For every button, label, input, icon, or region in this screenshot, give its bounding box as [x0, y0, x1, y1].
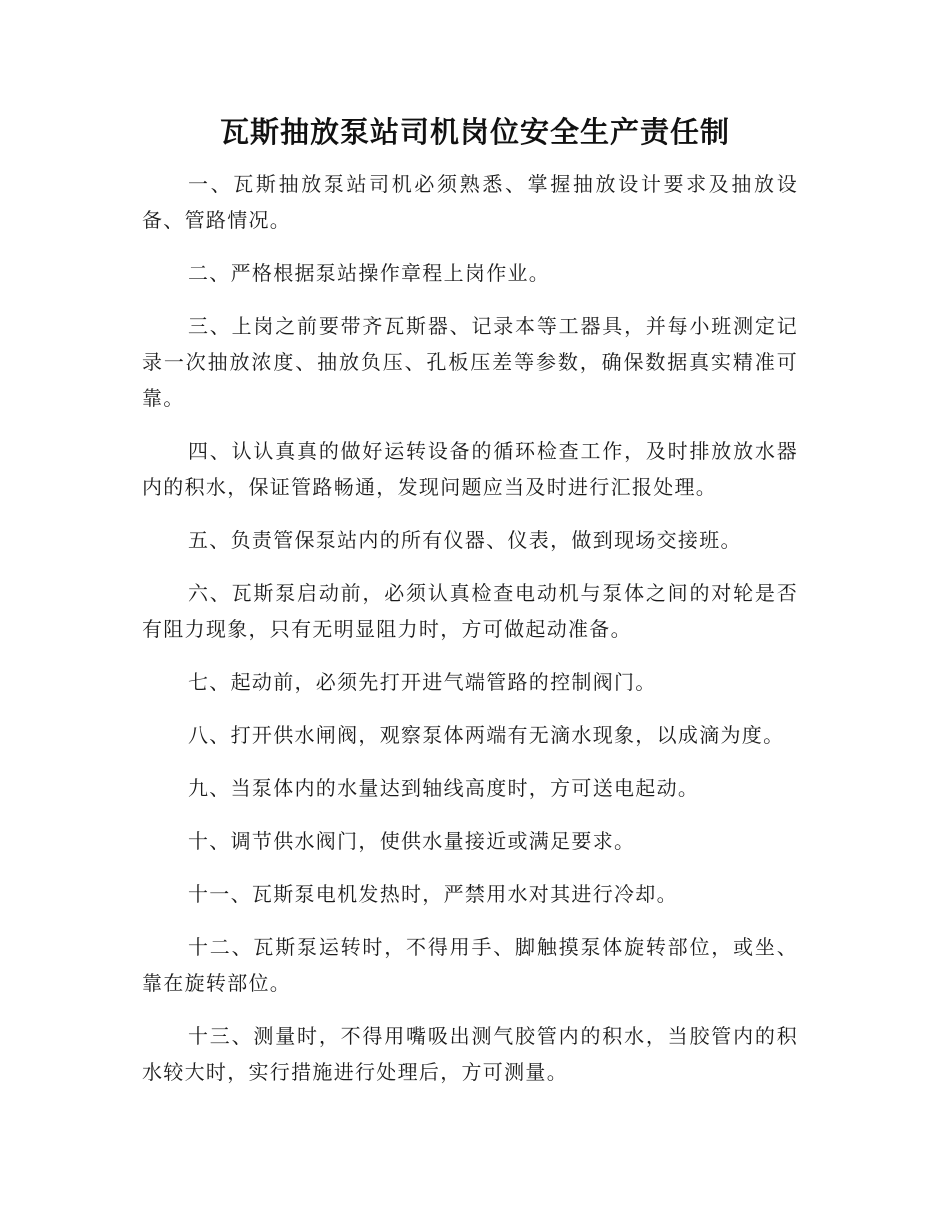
paragraph-4: 四、认认真真的做好运转设备的循环检查工作，及时排放放水器内的积水，保证管路畅通，发现问题应当及时进行汇报处理。 — [142, 439, 798, 499]
document-title: 瓦斯抽放泵站司机岗位安全生产责任制 — [219, 115, 730, 149]
paragraph-10: 十、调节供水阀门，使供水量接近或满足要求。 — [188, 829, 636, 853]
paragraph-11: 十一、瓦斯泵电机发热时，严禁用水对其进行冷却。 — [188, 882, 678, 906]
paragraph-5: 五、负责管保泵站内的所有仪器、仪表，做到现场交接班。 — [188, 528, 742, 552]
paragraph-13: 十三、测量时，不得用嘴吸出测气胶管内的积水，当胶管内的积水较大时，实行措施进行处理后，方可测量。 — [142, 1024, 798, 1084]
paragraph-1: 一、瓦斯抽放泵站司机必须熟悉、掌握抽放设计要求及抽放设备、管路情况。 — [142, 172, 798, 232]
paragraph-9: 九、当泵体内的水量达到轴线高度时，方可送电起动。 — [188, 776, 700, 800]
document-body — [142, 166, 798, 1107]
paragraph-7: 七、起动前，必须先打开进气端管路的控制阀门。 — [188, 670, 657, 694]
paragraph-8: 八、打开供水闸阀，观察泵体两端有无滴水现象，以成滴为度。 — [188, 723, 785, 747]
paragraph-3: 三、上岗之前要带齐瓦斯器、记录本等工器具，并每小班测定记录一次抽放浓度、抽放负压、孔板压差等参数，确保数据真实精准可靠。 — [142, 314, 798, 410]
paragraph-6: 六、瓦斯泵启动前，必须认真检查电动机与泵体之间的对轮是否有阻力现象，只有无明显阻力时，方可做起动准备。 — [142, 581, 798, 641]
paragraph-12: 十二、瓦斯泵运转时，不得用手、脚触摸泵体旋转部位，或坐、靠在旋转部位。 — [142, 935, 798, 995]
paragraph-2: 二、严格根据泵站操作章程上岗作业。 — [188, 261, 551, 285]
